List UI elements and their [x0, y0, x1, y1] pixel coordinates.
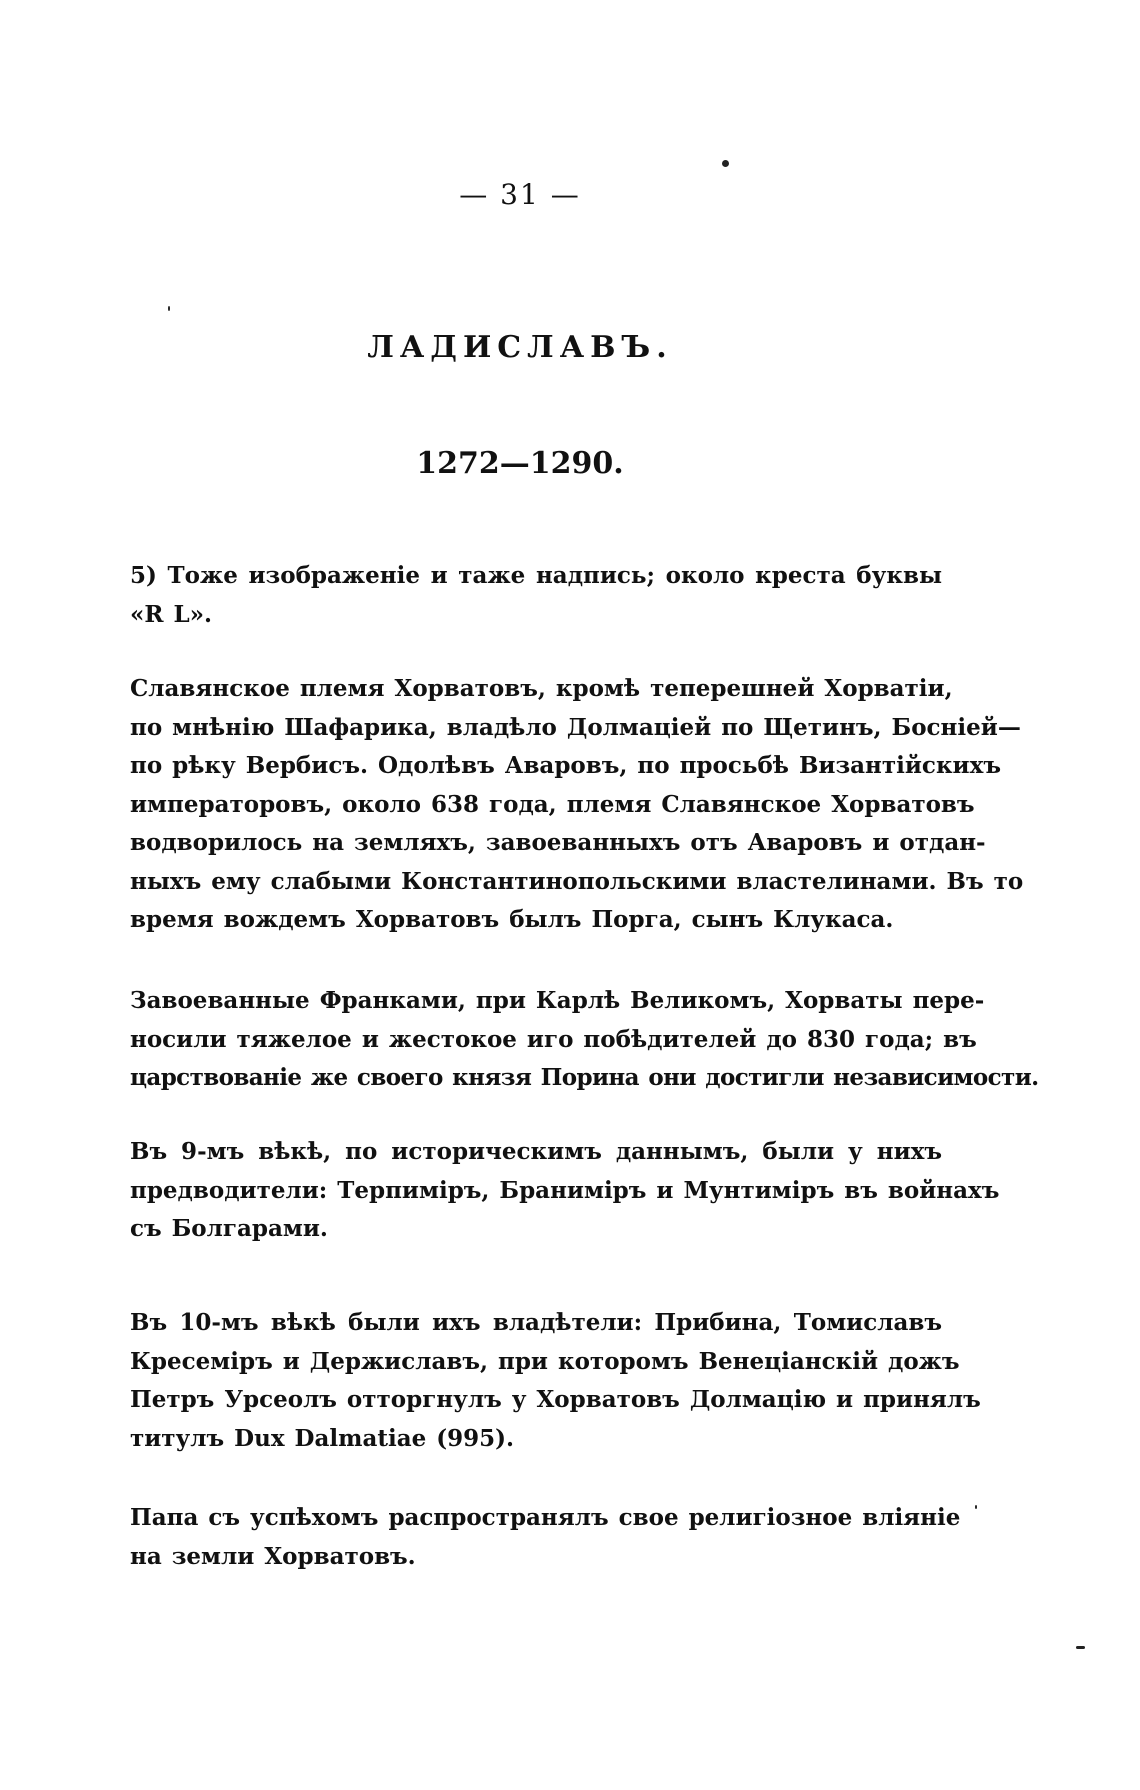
scan-speck — [1076, 1646, 1085, 1649]
paragraph-frankish-conquest — [130, 982, 1039, 1098]
text-line: время вождемъ Хорватовъ былъ Порга, сынъ Клукаса. — [130, 906, 894, 933]
paragraph-ninth-century — [130, 1133, 1000, 1249]
text-line: Въ 9-мъ вѣкѣ, по историческимъ даннымъ, были у нихъ — [130, 1138, 942, 1165]
scan-speck — [168, 306, 170, 311]
scan-speck — [975, 1505, 977, 1509]
text-line: съ Болгарами. — [130, 1215, 328, 1242]
paragraph-tenth-century — [130, 1304, 981, 1458]
text-line: царствованіе же своего князя Порина они достигли независимости. — [130, 1064, 1039, 1091]
text-line: водворилось на земляхъ, завоеванныхъ отъ Аваровъ и отдан- — [130, 829, 986, 856]
text-line: Въ 10-мъ вѣкѣ были ихъ владѣтели: Прибина, Томиславъ — [130, 1309, 942, 1336]
text-line: Кресеміръ и Держиславъ, при которомъ Венеціанскій дожъ — [130, 1347, 960, 1375]
text-line: 5) Тоже изображеніе и таже надпись; около креста буквы — [130, 562, 942, 589]
text-line: ныхъ ему слабыми Константинопольскими властелинами. Въ то — [130, 867, 1024, 895]
text-line: предводители: Терпиміръ, Браниміръ и Мунтиміръ въ войнахъ — [130, 1176, 1000, 1204]
text-line: на земли Хорватовъ. — [130, 1542, 416, 1570]
text-line: титулъ Dux Dalmatiae (995). — [130, 1424, 515, 1452]
text-line: Папа съ успѣхомъ распространялъ свое религіозное вліяніе — [130, 1504, 961, 1531]
page-number: — 31 — — [459, 178, 581, 211]
paragraph-coin-description — [130, 557, 942, 634]
text-line: по мнѣнію Шафарика, владѣло Долмаціей по Щетинъ, Босніей— — [130, 713, 1021, 741]
reign-years: 1272—1290. — [416, 446, 624, 481]
section-title: ЛАДИСЛАВЪ. — [367, 330, 673, 365]
scan-speck — [722, 160, 729, 167]
text-line: носили тяжелое и жестокое иго побѣдителей до 830 года; въ — [130, 1025, 977, 1053]
paragraph-papal-influence — [130, 1499, 961, 1576]
text-line: Завоеванные Франками, при Карлѣ Великомъ, Хорваты пере- — [130, 987, 985, 1014]
text-line: «R L». — [130, 600, 213, 628]
text-line: Славянское племя Хорватовъ, кромѣ теперешней Хорватіи, — [130, 675, 953, 702]
text-line: по рѣку Вербисъ. Одолѣвъ Аваровъ, по просьбѣ Византійскихъ — [130, 752, 1001, 779]
text-line: Петръ Урсеолъ отторгнулъ у Хорватовъ Долмацію и принялъ — [130, 1386, 981, 1413]
paragraph-croatian-tribe — [130, 670, 1024, 940]
text-line: императоровъ, около 638 года, племя Славянское Хорватовъ — [130, 790, 975, 818]
